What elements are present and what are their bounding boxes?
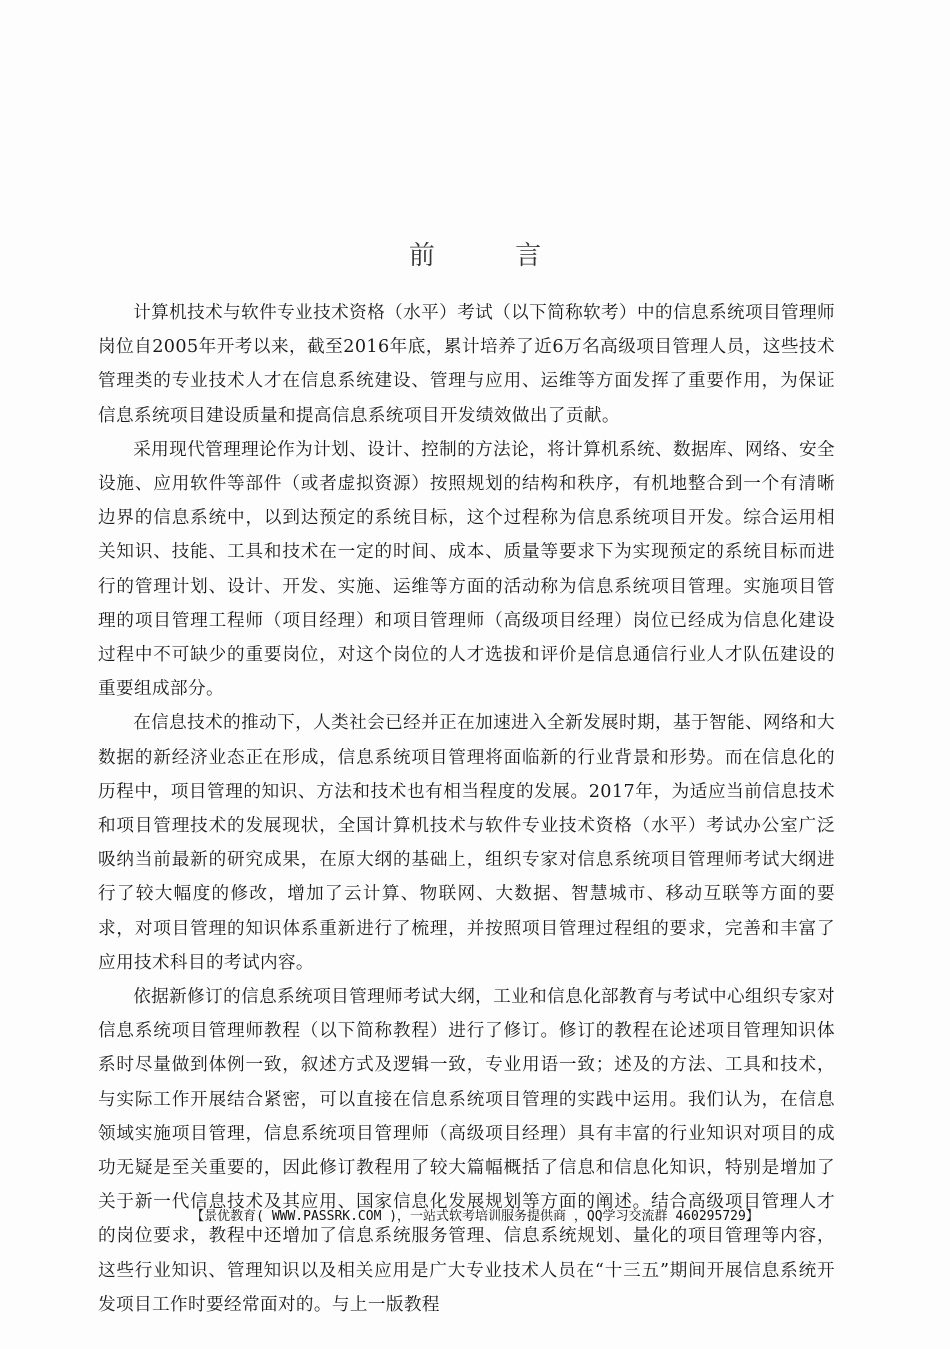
paragraph-3: 在信息技术的推动下，人类社会已经并正在加速进入全新发展时期，基于智能、网络和大数据的新经济业态正在形成，信息系统项目管理将面临新的行业背景和形势。而在信息化的历程中，项目管理的知识、方法和技术也有相当程度的发展。2017年，为适应当前信息技术和项目管理技术的发展现状，全国计算机技术与软件专业技术资格（水平）考试办公室广泛吸纳当前最新的研究成果，在原大纲的基础上，组织专家对信息系统项目管理师考试大纲进行了较大幅度的修改，增加了云计算、物联网、大数据、智慧城市、移动互联等方面的要求，对项目管理的知识体系重新进行了梳理，并按照项目管理过程组的要求，完善和丰富了应用技术科目的考试内容。 [98, 713, 835, 973]
paragraph-1: 计算机技术与软件专业技术资格（水平）考试（以下简称软考）中的信息系统项目管理师岗位自2005年开考以来，截至2016年底，累计培养了近6万名高级项目管理人员，这些技术管理类的专业技术人才在信息系统建设、管理与应用、运维等方面发挥了重要作用，为保证信息系统项目建设质量和提高信息系统项目开发绩效做出了贡献。 [98, 303, 835, 426]
page-title: 前 言 [408, 241, 578, 271]
body-text [98, 296, 835, 1322]
paragraph-4: 依据新修订的信息系统项目管理师考试大纲，工业和信息化部教育与考试中心组织专家对信息系统项目管理师教程（以下简称教程）进行了修订。修订的教程在论述项目管理知识体系时尽量做到体例一致，叙述方式及逻辑一致，专业用语一致；述及的方法、工具和技术，与实际工作开展结合紧密，可以直接在信息系统项目管理的实践中运用。我们认为，在信息领域实施项目管理，信息系统项目管理师（高级项目经理）具有丰富的行业知识对项目的成功无疑是至关重要的，因此修订教程用了较大篇幅概括了信息和信息化知识，特别是增加了关于新一代信息技术及其应用、国家信息化发展规划等方面的阐述。结合高级项目管理人才的岗位要求，教程中还增加了信息系统服务管理、信息系统规划、量化的项目管理等内容，这些行业知识、管理知识以及相关应用是广大专业技术人员在“十三五”期间开展信息系统开发项目工作时要经常面对的。与上一版教程 [98, 987, 835, 1315]
footer-banner: 【景优教育( WWW.PASSRK.COM )，一站式软考培训服务提供商 ，QQ学习交流群 460295729】 [191, 1209, 759, 1224]
paragraph-2: 采用现代管理理论作为计划、设计、控制的方法论，将计算机系统、数据库、网络、安全设施、应用软件等部件（或者虚拟资源）按照规划的结构和秩序，有机地整合到一个有清晰边界的信息系统中，以到达预定的系统目标，这个过程称为信息系统项目开发。综合运用相关知识、技能、工具和技术在一定的时间、成本、质量等要求下为实现预定的系统目标而进行的管理计划、设计、开发、实施、运维等方面的活动称为信息系统项目管理。实施项目管理的项目管理工程师（项目经理）和项目管理师（高级项目经理）岗位已经成为信息化建设过程中不可缺少的重要岗位，对这个岗位的人才选拔和评价是信息通信行业人才队伍建设的重要组成部分。 [98, 439, 835, 700]
